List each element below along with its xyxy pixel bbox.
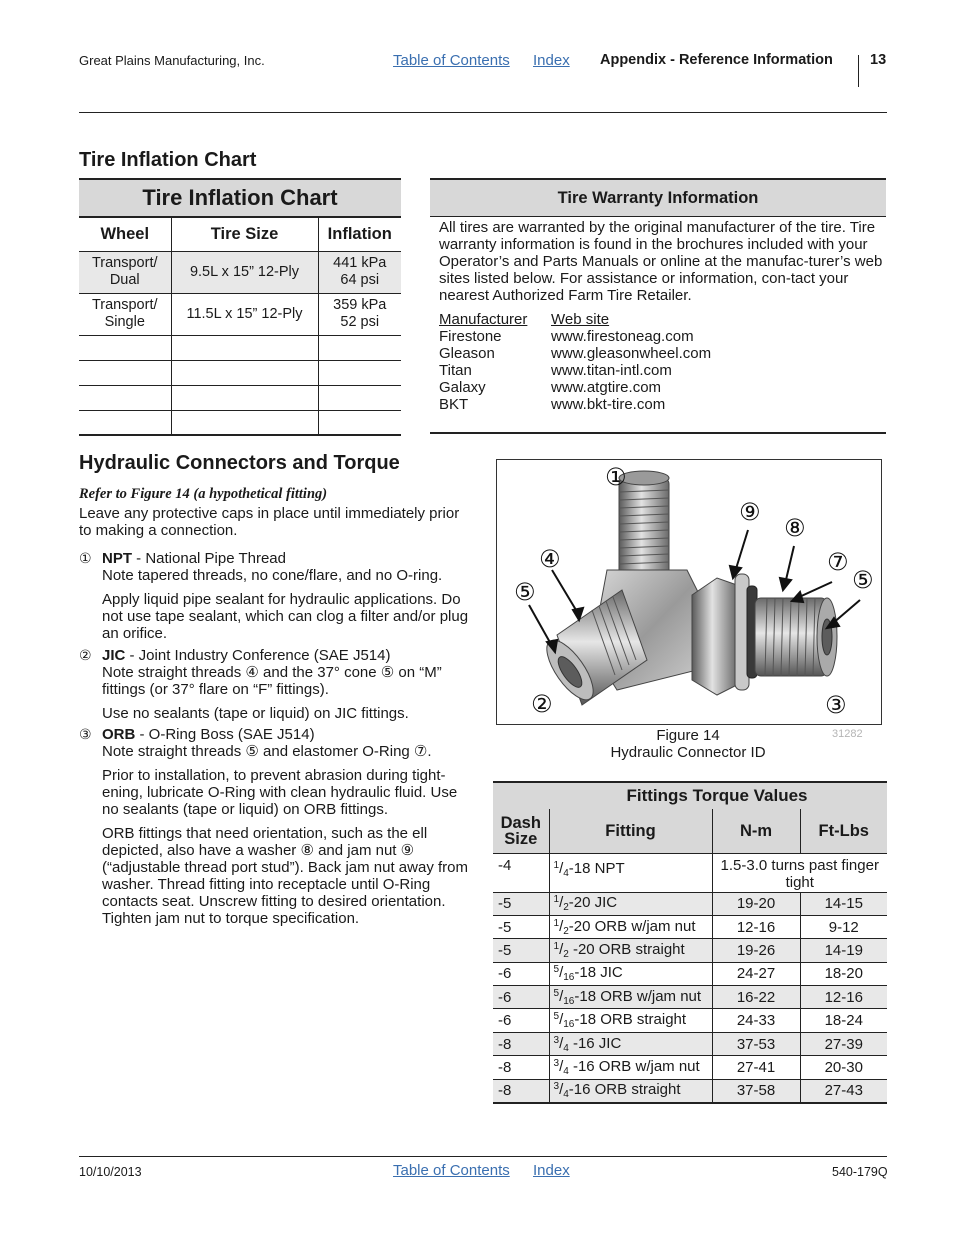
col-tire-size: Tire Size [171, 217, 318, 251]
col-manufacturer: Manufacturer [439, 311, 528, 328]
col-inflation: Inflation [318, 217, 401, 251]
tire-table-title: Tire Inflation Chart [79, 179, 401, 217]
table-row: -4 $^1/_4-18$ NPT 1.5-3.0 turns past finger tight [493, 853, 887, 892]
footer-index-link[interactable]: Index [533, 1162, 570, 1179]
header-divider [858, 55, 859, 87]
item-npt: NPT - National Pipe Thread Note tapered threads, no cone/flare, and no O-ring. [102, 550, 443, 584]
section-title: Appendix - Reference Information [600, 52, 833, 68]
header-rule [79, 112, 887, 113]
tire-size-cell: 11.5L x 15” 12-Ply [171, 293, 318, 335]
figure-reference: Refer to Figure 14 (a hypothetical fitting) [79, 486, 328, 502]
footer-rule [79, 1156, 887, 1157]
list-item: BKT www.bkt-tire.com [439, 396, 666, 413]
torque-values-table [493, 781, 887, 1104]
footer-date: 10/10/2013 [79, 1165, 142, 1179]
header-toc-link[interactable]: Table of Contents [393, 52, 510, 69]
table-row: -6 $^5/_{16}-18$ JIC 24-27 18-20 [493, 962, 887, 985]
torque-table-title: Fittings Torque Values [493, 782, 887, 809]
col-ftlbs: Ft-Lbs [800, 809, 887, 853]
footer-doc-number: 540-179Q [832, 1165, 888, 1179]
inflation-cell: 441 kPa 64 psi [318, 251, 401, 293]
warranty-bottom-rule [430, 432, 886, 434]
intro-text: Leave any protective caps in place until immediately prior to making a connection. [79, 505, 460, 539]
figure-id: 31282 [832, 728, 863, 740]
col-website: Web site [551, 311, 610, 328]
col-fitting: Fitting [549, 809, 712, 853]
col-wheel: Wheel [79, 217, 171, 251]
callout-3: ③ [825, 691, 847, 719]
callout-9: ⑨ [739, 498, 761, 526]
footer-toc-link[interactable]: Table of Contents [393, 1162, 510, 1179]
figure-caption: Figure 14 Hydraulic Connector ID [610, 727, 766, 761]
table-row: -5 $^1/_2-20$ JIC 19-20 14-15 [493, 892, 887, 915]
callout-4: ④ [539, 545, 561, 573]
table-row: -6 $^5/_{16}-18$ ORB w/jam nut 16-22 12-16 [493, 986, 887, 1009]
empty-row [79, 360, 401, 385]
header-index-link[interactable]: Index [533, 52, 570, 69]
wheel-cell: Transport/ Single [79, 293, 171, 335]
callout-1: ① [605, 463, 627, 491]
paragraph: ORB fittings that need orientation, such as the ell depicted, also have a washer ⑧ and jam nut ⑨ (“adjustable thread port stud”). Back jam nut away from washer. Thread fitting into receptacle until O-Ring contacts seat. Unscrew fitting to desired orientation. Tighten jam nut to torque specification. [102, 825, 468, 927]
item-number: ① [79, 550, 92, 566]
page-number: 13 [870, 52, 887, 68]
warranty-body: All tires are warranted by the original manufacturer of the tire. Tire warranty information is found in the brochures included with your Operator’s and Parts Manuals or online at the manufac-turer’s web sites listed below. For assistance or information, con-tact your nearest Authorized Farm Tire Retailer. [439, 219, 883, 304]
table-row: -6 $^5/_{16}-18$ ORB straight 24-33 18-24 [493, 1009, 887, 1032]
callout-2: ② [531, 690, 553, 718]
list-item: Firestone www.firestoneag.com [439, 328, 694, 345]
callout-5: ⑤ [514, 578, 536, 606]
tire-section-heading: Tire Inflation Chart [79, 149, 257, 171]
table-row: -8 $^3/_4-16$ ORB straight 37-58 27-43 [493, 1079, 887, 1102]
callout-5b: ⑤ [852, 566, 874, 594]
col-dash-size: Dash Size [493, 809, 549, 853]
col-nm: N-m [712, 809, 800, 853]
callout-7: ⑦ [827, 548, 849, 576]
item-number: ② [79, 647, 92, 663]
company-name: Great Plains Manufacturing, Inc. [79, 53, 265, 68]
wheel-cell: Transport/ Dual [79, 251, 171, 293]
manufacturer-header-row [439, 311, 610, 328]
item-orb: ORB - O-Ring Boss (SAE J514) Note straight threads ⑤ and elastomer O-Ring ⑦. [102, 726, 432, 760]
figure-hydraulic-connector [496, 459, 882, 725]
item-jic: JIC - Joint Industry Conference (SAE J514) Note straight threads ④ and the 37° cone ⑤ on “M” fittings (or 37° flare on “F” fittings). [102, 647, 442, 698]
list-item: Galaxy www.atgtire.com [439, 379, 662, 396]
empty-row [79, 335, 401, 360]
inflation-cell: 359 kPa 52 psi [318, 293, 401, 335]
table-row [79, 293, 401, 335]
table-row: -8 $^3/_4$ -16 ORB w/jam nut 27-41 20-30 [493, 1056, 887, 1079]
paragraph: Prior to installation, to prevent abrasion during tight-ening, lubricate O-Ring with clean hydraulic fluid. Use no sealants (tape or liquid) on ORB fittings. [102, 767, 458, 818]
table-row [79, 251, 401, 293]
empty-row [79, 410, 401, 435]
fitting-illustration [497, 460, 883, 726]
list-item: Titan www.titan-intl.com [439, 362, 672, 379]
table-row: -8 $^3/_4$ -16 JIC 37-53 27-39 [493, 1032, 887, 1055]
list-item: Gleason www.gleasonwheel.com [439, 345, 712, 362]
warranty-title: Tire Warranty Information [430, 178, 886, 217]
table-row: -5 $^1/_2$ -20 ORB straight 19-26 14-19 [493, 939, 887, 962]
table-row: -5 $^1/_2-20$ ORB w/jam nut 12-16 9-12 [493, 915, 887, 938]
empty-row [79, 385, 401, 410]
paragraph: Apply liquid pipe sealant for hydraulic applications. Do not use tape sealant, which can clog a filter and/or plug an orifice. [102, 591, 469, 642]
item-number: ③ [79, 726, 92, 742]
tire-inflation-table [79, 178, 401, 436]
hydraulic-section-heading: Hydraulic Connectors and Torque [79, 452, 400, 474]
paragraph: Use no sealants (tape or liquid) on JIC fittings. [102, 705, 409, 722]
tire-size-cell: 9.5L x 15” 12-Ply [171, 251, 318, 293]
callout-8: ⑧ [784, 514, 806, 542]
